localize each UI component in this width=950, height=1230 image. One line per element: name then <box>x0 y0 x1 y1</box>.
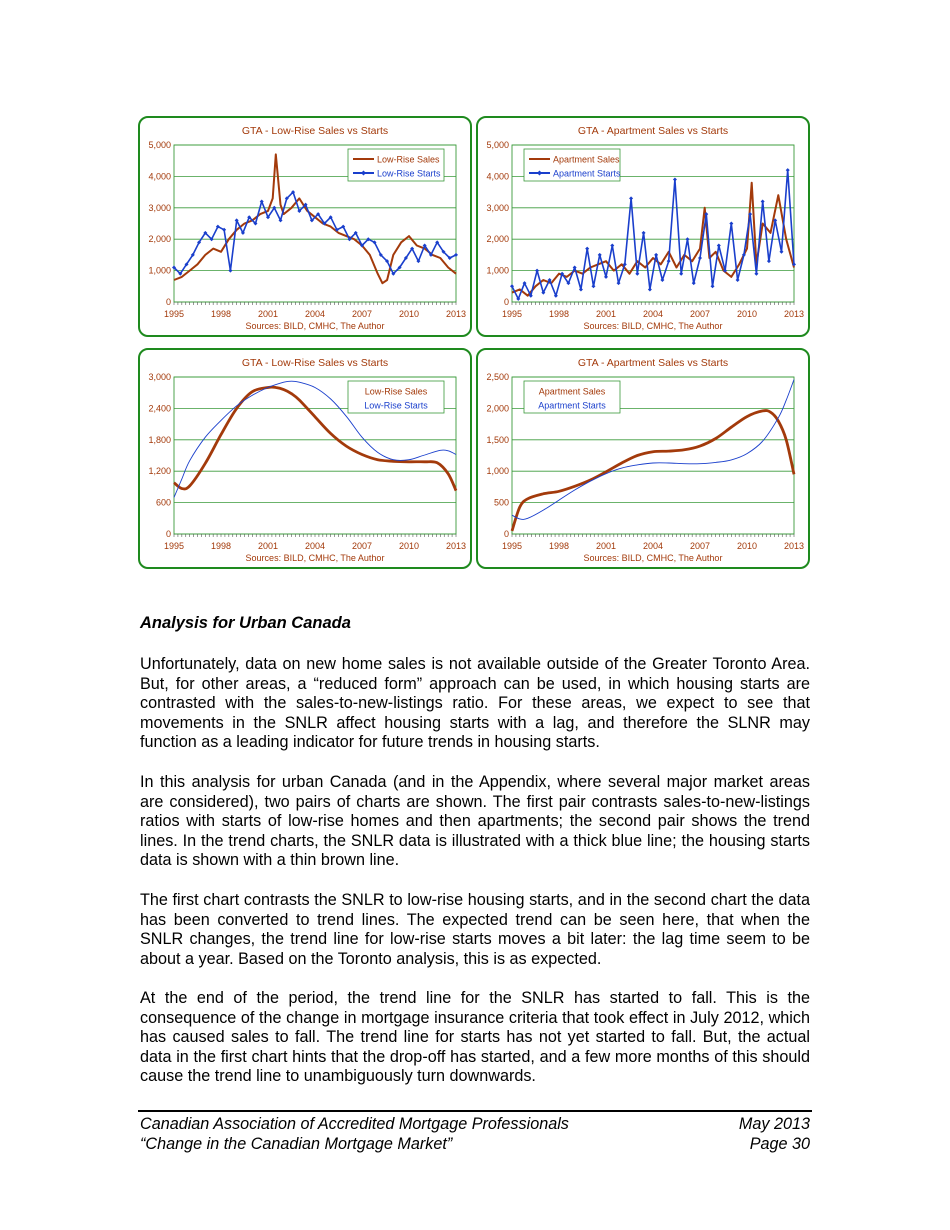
x-tick-label: 1995 <box>163 309 185 319</box>
y-tick-label: 2,000 <box>486 403 509 414</box>
x-tick-label: 2010 <box>398 309 420 319</box>
footer-date: May 2013 <box>738 1115 810 1133</box>
x-tick-label: 2010 <box>736 309 758 319</box>
footer-page-number: Page 30 <box>749 1135 810 1153</box>
legend-label: Low-Rise Starts <box>377 168 441 179</box>
legend-label: Low-Rise Sales <box>377 154 440 165</box>
x-tick-label: 2010 <box>736 541 758 551</box>
chart-panel-apartment-raw <box>476 116 810 337</box>
chart-source: Sources: BILD, CMHC, The Author <box>583 321 723 331</box>
series-marker <box>535 269 539 273</box>
series-marker <box>648 287 652 291</box>
legend-label: Apartment Sales <box>553 154 620 165</box>
x-tick-label: 2007 <box>689 309 711 319</box>
x-tick-label: 2001 <box>257 309 279 319</box>
x-minor-ticks <box>512 302 794 305</box>
series-marker <box>579 287 583 291</box>
y-tick-label: 3,000 <box>148 202 171 213</box>
y-tick-label: 2,000 <box>486 234 509 245</box>
x-tick-label: 2004 <box>304 309 326 319</box>
y-tick-label: 1,000 <box>148 265 171 276</box>
legend-label: Low-Rise Sales <box>364 386 428 397</box>
series-marker <box>717 243 721 247</box>
x-minor-ticks <box>174 302 456 305</box>
x-tick-label: 2010 <box>398 541 420 551</box>
x-tick-label: 2004 <box>642 309 664 319</box>
series-marker <box>754 272 758 276</box>
y-tick-label: 5,000 <box>148 140 171 150</box>
y-tick-label: 2,400 <box>148 403 171 414</box>
footer-row-2 <box>140 1134 810 1154</box>
footer-organization: Canadian Association of Accredited Mortgage Professionals <box>140 1115 569 1133</box>
y-tick-label: 0 <box>503 529 509 539</box>
series-marker <box>604 275 608 279</box>
chart-apartment-raw <box>478 118 808 335</box>
legend-label: Apartment Starts <box>538 400 606 411</box>
chart-source: Sources: BILD, CMHC, The Author <box>583 553 723 563</box>
chart-lowrise-trend <box>140 350 470 567</box>
y-tick-label: 4,000 <box>148 171 171 182</box>
chart-title: GTA - Apartment Sales vs Starts <box>577 125 729 137</box>
series-line-starts <box>174 192 456 274</box>
legend-label: Apartment Sales <box>538 386 606 397</box>
x-tick-label: 1995 <box>501 309 523 319</box>
series-marker <box>591 284 595 288</box>
footer-report-title: “Change in the Canadian Mortgage Market” <box>140 1135 453 1153</box>
x-tick-label: 2007 <box>351 309 373 319</box>
footer-divider <box>138 1110 812 1112</box>
x-tick-label: 2004 <box>304 541 326 551</box>
x-tick-label: 2013 <box>445 541 467 551</box>
x-tick-label: 1995 <box>501 541 523 551</box>
x-tick-label: 2013 <box>783 309 805 319</box>
chart-source: Sources: BILD, CMHC, The Author <box>245 321 385 331</box>
series-marker <box>228 269 232 273</box>
series-marker <box>573 265 577 269</box>
series-marker <box>692 281 696 285</box>
footer-row-1 <box>140 1114 810 1134</box>
x-tick-label: 2007 <box>351 541 373 551</box>
series-marker <box>660 278 664 282</box>
y-tick-label: 0 <box>165 297 171 307</box>
series-marker <box>667 259 671 263</box>
y-tick-label: 0 <box>165 529 171 539</box>
chart-title: GTA - Low-Rise Sales vs Starts <box>241 357 389 369</box>
legend-label: Low-Rise Starts <box>364 400 428 411</box>
y-tick-label: 500 <box>493 497 509 508</box>
chart-title: GTA - Apartment Sales vs Starts <box>577 357 729 369</box>
y-tick-label: 3,000 <box>148 372 171 382</box>
y-tick-label: 2,500 <box>486 372 509 382</box>
x-tick-label: 2007 <box>689 541 711 551</box>
series-marker <box>679 272 683 276</box>
series-marker <box>598 253 602 257</box>
x-minor-ticks <box>512 534 794 537</box>
chart-panel-lowrise-raw <box>138 116 472 337</box>
series-marker <box>786 168 790 172</box>
y-tick-label: 5,000 <box>486 140 509 150</box>
series-line-sales <box>512 411 794 531</box>
x-minor-ticks <box>174 534 456 537</box>
chart-title: GTA - Low-Rise Sales vs Starts <box>241 125 389 137</box>
y-tick-label: 2,000 <box>148 234 171 245</box>
x-tick-label: 1995 <box>163 541 185 551</box>
series-marker <box>673 178 677 182</box>
x-tick-label: 2001 <box>257 541 279 551</box>
series-marker <box>685 237 689 241</box>
y-tick-label: 0 <box>503 297 509 307</box>
x-tick-label: 2001 <box>595 309 617 319</box>
series-marker <box>779 250 783 254</box>
series-marker <box>729 222 733 226</box>
chart-source: Sources: BILD, CMHC, The Author <box>245 553 385 563</box>
chart-lowrise-raw <box>140 118 470 335</box>
x-tick-label: 2013 <box>783 541 805 551</box>
series-marker <box>635 272 639 276</box>
series-marker <box>698 256 702 260</box>
series-marker <box>260 200 264 204</box>
series-marker <box>736 278 740 282</box>
x-tick-label: 2013 <box>445 309 467 319</box>
series-marker <box>711 284 715 288</box>
chart-panel-lowrise-trend <box>138 348 472 569</box>
series-marker <box>767 259 771 263</box>
x-tick-label: 1998 <box>548 309 570 319</box>
charts-grid <box>138 116 812 572</box>
x-tick-label: 1998 <box>210 309 232 319</box>
x-tick-label: 1998 <box>210 541 232 551</box>
series-marker <box>654 253 658 257</box>
y-tick-label: 3,000 <box>486 202 509 213</box>
series-marker <box>642 231 646 235</box>
chart-apartment-trend <box>478 350 808 567</box>
paragraph-3: The first chart contrasts the SNLR to low-rise housing starts, and in the second chart the data has been converted to trend lines. The expected trend can be seen here, that when the SNLR changes, the trend line for low-rise starts moves a bit later: the lag time seem to be about a year. Based on the Toronto analysis, this is as expected. <box>140 891 810 968</box>
paragraph-1: Unfortunately, data on new home sales is not available outside of the Greater Toronto Area. But, for other areas, a “reduced form” approach can be used, in which housing starts are contrasted with the sales-to-new-listings ratio. For these areas, we expect to see that movements in the SNLR affect housing starts with a lag, and therefore the SLNR may function as a leading indicator for future trends in housing starts. <box>140 655 810 752</box>
series-marker <box>761 200 765 204</box>
y-tick-label: 1,000 <box>486 466 509 477</box>
series-marker <box>610 243 614 247</box>
y-tick-label: 600 <box>155 497 171 508</box>
x-tick-label: 2004 <box>642 541 664 551</box>
paragraph-2: In this analysis for urban Canada (and in the Appendix, where several major market areas are considered), two pairs of charts are shown. The first pair contrasts sales-to-new-listings ratios with starts of low-rise homes and then apartments; the second pair shows the trend lines. In the trend charts, the SNLR data is illustrated with a thick blue line; the housing starts data is shown with a thin brown line. <box>140 773 810 870</box>
series-marker <box>554 294 558 298</box>
series-marker <box>617 281 621 285</box>
y-tick-label: 1,800 <box>148 434 171 445</box>
y-tick-label: 1,000 <box>486 265 509 276</box>
y-tick-label: 1,500 <box>486 434 509 445</box>
paragraph-4: At the end of the period, the trend line for the SNLR has started to fall. This is the consequence of the change in mortgage insurance criteria that took effect in July 2012, which has caused sales to fall. The trend line for starts has not yet started to fall. But, the actual data in the first chart hints that the drop-off has started, and a few more months of this should cause the trend line to unambiguously turn downwards. <box>140 989 810 1086</box>
x-tick-label: 1998 <box>548 541 570 551</box>
y-tick-label: 4,000 <box>486 171 509 182</box>
series-marker <box>629 196 633 200</box>
legend-label: Apartment Starts <box>553 168 621 179</box>
chart-panel-apartment-trend <box>476 348 810 569</box>
series-marker <box>585 247 589 251</box>
x-tick-label: 2001 <box>595 541 617 551</box>
y-tick-label: 1,200 <box>148 466 171 477</box>
section-title: Analysis for Urban Canada <box>140 614 351 632</box>
